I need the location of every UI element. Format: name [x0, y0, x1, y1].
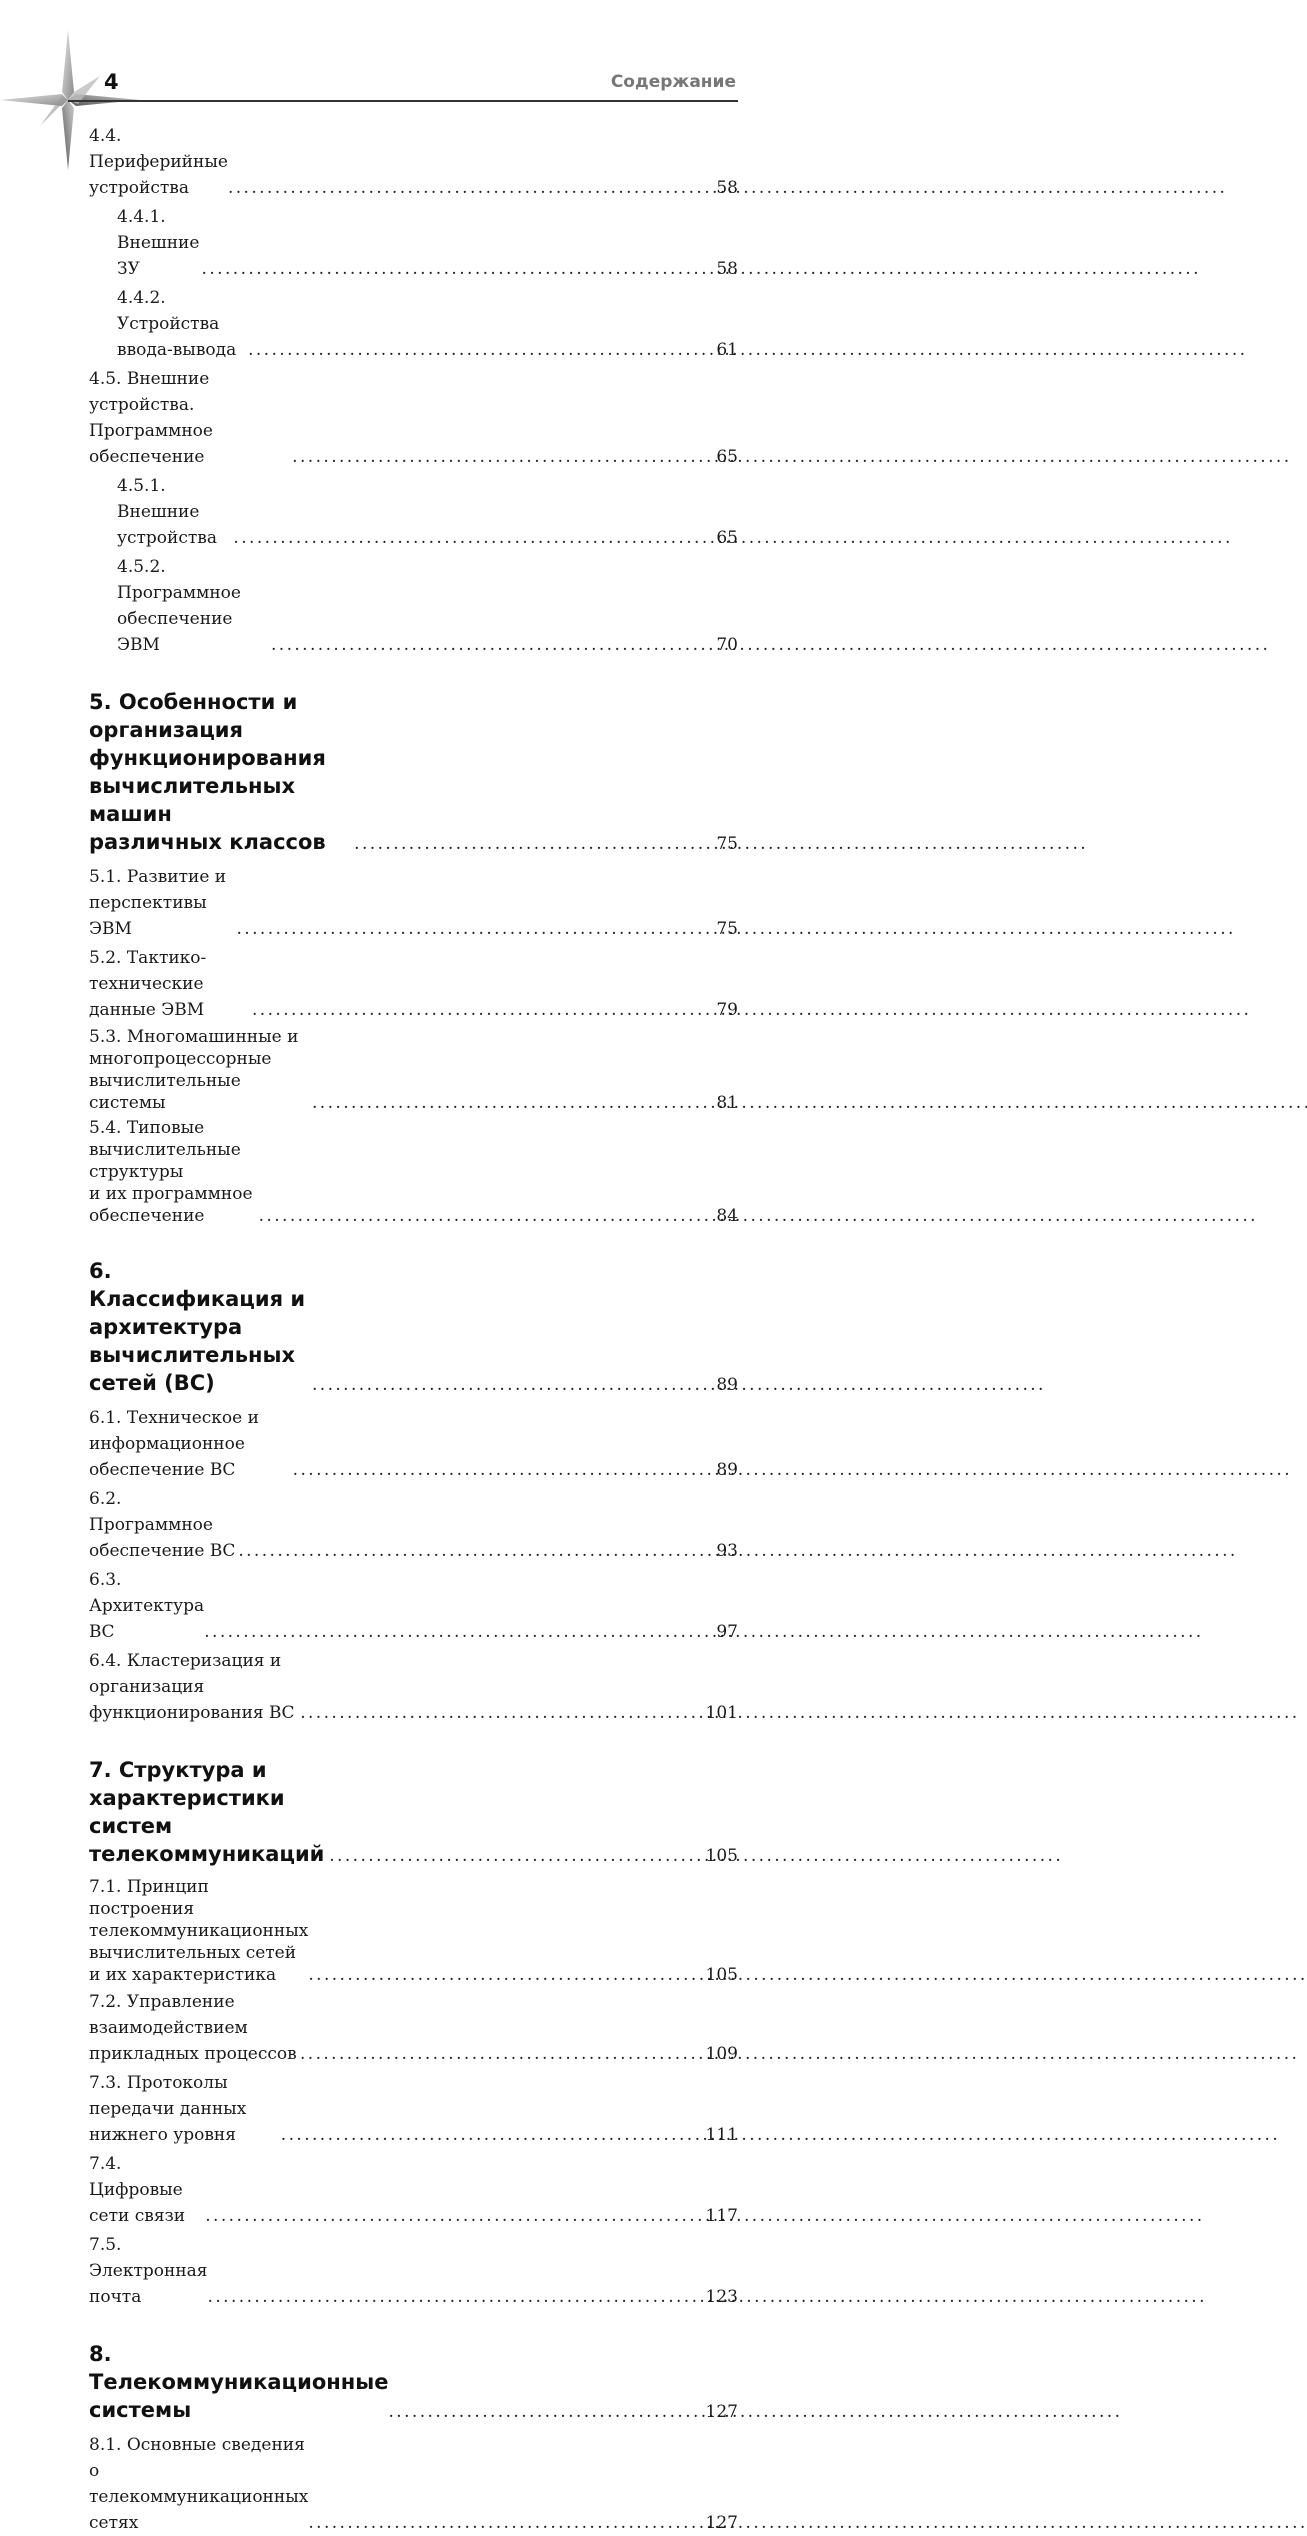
- dot-leader: [248, 337, 712, 363]
- toc-entry-title: 7.3. Протоколы передачи данных нижнего уровня: [89, 2073, 247, 2145]
- toc-page-number: 109: [705, 2044, 738, 2064]
- toc-entry-title-line: телекоммуникаций: [89, 1842, 325, 1866]
- dot-leader: [205, 2203, 701, 2229]
- dot-leader: [208, 2284, 702, 2310]
- toc-page-number: 89: [716, 1460, 738, 1480]
- toc-entry-title: 4.5. Внешние устройства. Программное обеспечение: [89, 369, 213, 467]
- toc-page-number: 97: [716, 1622, 738, 1642]
- dot-leader: [228, 175, 712, 201]
- toc-section-entry[interactable]: [89, 1117, 738, 1227]
- toc-entry-title-line: 8. Телекоммуникационные системы: [89, 2342, 389, 2422]
- toc-entry-title-line: системы: [89, 1093, 166, 1113]
- toc-entry-title: 6.4. Кластеризация и организация функционирования ВС: [89, 1651, 295, 1723]
- dot-leader: [252, 997, 712, 1023]
- header-rule: [68, 100, 738, 102]
- dot-leader: [236, 916, 712, 942]
- toc-page-number: 123: [705, 2287, 738, 2307]
- toc-entry-title-line: 5.3. Многомашинные и многопроцессорные вычислительные: [89, 1027, 299, 1091]
- toc-chapter-heading[interactable]: [89, 1756, 738, 1868]
- toc-entry-title: 4.5.1. Внешние устройства: [117, 476, 218, 548]
- toc-page-number: 127: [705, 2402, 738, 2422]
- toc-entry-title: 6.2. Программное обеспечение ВС: [89, 1489, 236, 1561]
- toc-page-number: 93: [716, 1541, 738, 1561]
- toc-section-entry[interactable]: [89, 2432, 738, 2536]
- toc-page-number: 58: [716, 178, 738, 198]
- toc-page-number: 61: [716, 340, 738, 360]
- toc-entry-title-line: различных классов: [89, 830, 326, 854]
- toc-page-number: 75: [716, 919, 738, 939]
- toc-section-entry[interactable]: [89, 2151, 738, 2229]
- toc-section-entry[interactable]: [89, 945, 738, 1023]
- toc-chapter-heading[interactable]: [89, 1257, 738, 1397]
- toc-subsection-entry[interactable]: [89, 204, 738, 282]
- toc-entry-title: [89, 1117, 259, 1227]
- toc-entry-title: 7.4. Цифровые сети связи: [89, 2154, 186, 2226]
- dot-leader: [308, 2510, 701, 2536]
- toc-page-number: 127: [705, 2513, 738, 2533]
- toc-section-entry[interactable]: [89, 1486, 738, 1564]
- toc-page-number: 111: [705, 2125, 738, 2145]
- toc-entry-title-line: 5.4. Типовые вычислительные структуры: [89, 1118, 241, 1182]
- page-number: 4: [104, 70, 119, 94]
- dot-leader: [204, 1619, 712, 1645]
- toc-subsection-entry[interactable]: [89, 473, 738, 551]
- toc-entry-title: [89, 688, 354, 856]
- toc-entry-title-line: 7. Структура и характеристики систем: [89, 1758, 285, 1838]
- dot-leader: [308, 1964, 701, 1986]
- toc-entry-title: 6.1. Техническое и информационное обеспечение ВС: [89, 1408, 259, 1480]
- dot-leader: [259, 1205, 713, 1227]
- dot-leader: [354, 832, 712, 856]
- toc-entry-title: [89, 1257, 312, 1397]
- toc-entry-title: 4.5.2. Программное обеспечение ЭВМ: [117, 557, 241, 655]
- dot-leader: [312, 1373, 712, 1397]
- running-title: Содержание: [610, 72, 736, 92]
- toc-section-entry[interactable]: [89, 1648, 738, 1726]
- toc-page-number: 65: [716, 447, 738, 467]
- dot-leader: [281, 2122, 702, 2148]
- dot-leader: [293, 1457, 713, 1483]
- toc-chapter-heading[interactable]: [89, 688, 738, 856]
- toc-page-number: 105: [705, 1846, 738, 1866]
- toc-entry-title: [89, 1876, 308, 1986]
- toc-entry-title-line: 7.1. Принцип построения телекоммуникационных: [89, 1877, 309, 1941]
- toc-page-number: 84: [716, 1206, 738, 1226]
- table-of-contents: [89, 120, 738, 2536]
- toc-entry-title-line: и их программное обеспечение: [89, 1184, 253, 1226]
- dot-leader: [202, 256, 713, 282]
- dot-leader: [238, 1538, 712, 1564]
- toc-chapter-heading[interactable]: [89, 2340, 738, 2424]
- dot-leader: [329, 1844, 701, 1868]
- dot-leader: [300, 2041, 702, 2067]
- toc-page-number: 58: [716, 259, 738, 279]
- toc-section-entry[interactable]: [89, 2232, 738, 2310]
- toc-entry-title: [89, 1026, 312, 1114]
- toc-section-entry[interactable]: [89, 366, 738, 470]
- toc-entry-title: 4.4.1. Внешние ЗУ: [117, 207, 200, 279]
- toc-entry-title: 7.2. Управление взаимодействием прикладных процессов: [89, 1992, 297, 2064]
- toc-page-number: 101: [705, 1703, 738, 1723]
- toc-entry-title: 5.2. Тактико-технические данные ЭВМ: [89, 948, 207, 1020]
- toc-entry-title-line: функционирования вычислительных машин: [89, 746, 326, 826]
- toc-subsection-entry[interactable]: [89, 285, 738, 363]
- toc-entry-title-line: 6. Классификация и архитектура: [89, 1259, 306, 1339]
- dot-leader: [389, 2400, 702, 2424]
- toc-page-number: 75: [716, 834, 738, 854]
- toc-section-entry[interactable]: [89, 1876, 738, 1986]
- toc-section-entry[interactable]: [89, 123, 738, 201]
- toc-entry-title: 7.5. Электронная почта: [89, 2235, 208, 2307]
- toc-entry-title-line: вычислительных сетей (ВС): [89, 1343, 296, 1395]
- toc-page-number: 89: [716, 1375, 738, 1395]
- toc-section-entry[interactable]: [89, 2070, 738, 2148]
- toc-page-number: 117: [705, 2206, 738, 2226]
- toc-entry-title: 4.4.2. Устройства ввода-вывода: [117, 288, 237, 360]
- toc-page-number: 81: [716, 1093, 738, 1113]
- toc-section-entry[interactable]: [89, 1989, 738, 2067]
- dot-leader: [312, 1092, 712, 1114]
- toc-entry-title: 6.3. Архитектура ВС: [89, 1570, 205, 1642]
- toc-page-number: 65: [716, 528, 738, 548]
- dot-leader: [300, 1700, 701, 1726]
- toc-entry-title: 4.4. Периферийные устройства: [89, 126, 228, 198]
- toc-page-number: 105: [705, 1965, 738, 1985]
- toc-page-number: 70: [716, 635, 738, 655]
- dot-leader: [233, 525, 712, 551]
- toc-page-number: 79: [716, 1000, 738, 1020]
- dot-leader: [271, 632, 712, 658]
- dot-leader: [292, 444, 712, 470]
- toc-subsection-entry[interactable]: [89, 554, 738, 658]
- toc-entry-title: [89, 2340, 389, 2424]
- toc-entry-title-line: вычислительных сетей и их характеристика: [89, 1943, 297, 1985]
- toc-section-entry[interactable]: [89, 864, 738, 942]
- toc-entry-title-line: 5. Особенности и организация: [89, 690, 298, 742]
- toc-section-entry[interactable]: [89, 1567, 738, 1645]
- toc-entry-title: 5.1. Развитие и перспективы ЭВМ: [89, 867, 227, 939]
- toc-section-entry[interactable]: [89, 1405, 738, 1483]
- toc-entry-title: [89, 1756, 329, 1868]
- toc-section-entry[interactable]: [89, 1026, 738, 1114]
- toc-entry-title: 8.1. Основные сведения о телекоммуникационных сетях: [89, 2435, 309, 2533]
